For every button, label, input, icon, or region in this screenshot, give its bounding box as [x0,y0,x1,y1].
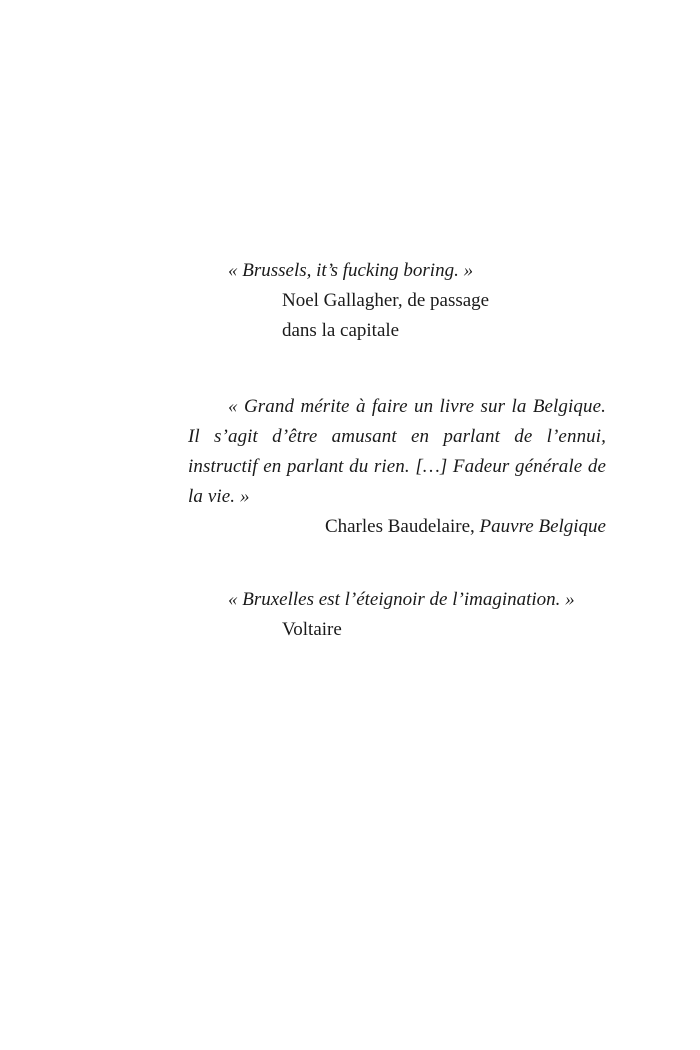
epigraph-baudelaire [188,392,606,542]
attribution-line: dans la capitale [282,320,400,341]
epigraph-quote: « Brussels, it’s fucking boring. » [228,260,474,281]
epigraph-attribution [188,512,606,542]
attribution-author: Voltaire [282,619,342,640]
attribution-author: Charles Baudelaire, [324,516,480,537]
epigraph-quote: « Grand mérite à faire un livre sur la Belgique. Il s’agit d’être amusant en parlant de l’ennui, instructif en parlant du rien. […] Fadeur générale de la vie. » [188,396,606,507]
epigraph-voltaire [188,585,606,645]
epigraph-quote: « Bruxelles est l’éteignoir de l’imagination. » [228,589,575,610]
attribution-line: Noel Gallagher, de passage [282,290,490,311]
epigraph-gallagher [188,256,606,346]
epigraph-attribution [188,286,606,346]
attribution-work-title: Pauvre Belgique [479,516,606,537]
epigraph-attribution [188,615,606,645]
